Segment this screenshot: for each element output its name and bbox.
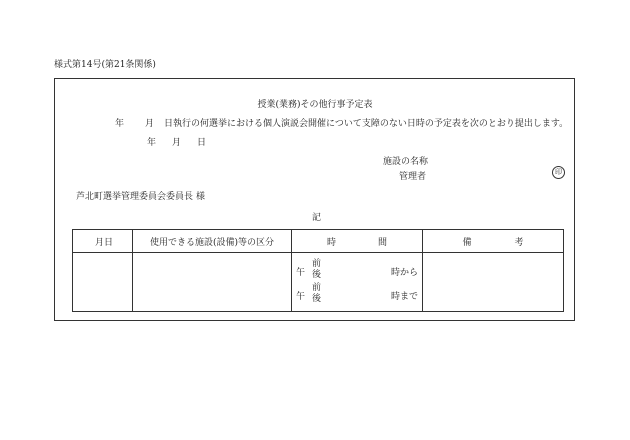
header-day: 日 [104, 237, 114, 248]
facility-name-label: 施設の名称 [383, 157, 429, 167]
body-text: 日執行の何選挙における個人演説会開催について支障のない日時の予定表を次のとおり提出します。 [164, 119, 569, 129]
table-header-row [73, 230, 564, 253]
facility-cell[interactable] [133, 253, 292, 312]
header-facility: 使用できる施設(設備)等の区分 [133, 230, 292, 253]
header-remarks-1: 備 [462, 237, 472, 248]
date-day-label: 日 [197, 138, 207, 148]
time-to-line [296, 283, 418, 305]
time-from-line [296, 259, 418, 281]
pm-label: 後 [312, 294, 322, 304]
header-remarks [423, 230, 564, 253]
ampm-choice [312, 259, 321, 281]
am-label: 前 [312, 283, 322, 293]
body-month-label: 月 [145, 119, 155, 129]
header-time [292, 230, 423, 253]
time-to-suffix: 時まで [390, 292, 418, 302]
date-month-label: 月 [172, 138, 182, 148]
time-cell[interactable] [292, 253, 423, 312]
header-time-1: 時 [326, 237, 336, 248]
addressee: 芦北町選挙管理委員会委員長 [76, 192, 194, 202]
ki-heading: 記 [312, 213, 322, 223]
header-time-2: 間 [377, 237, 387, 248]
date-year-label: 年 [147, 138, 157, 148]
ampm-choice [312, 283, 321, 305]
date-cell[interactable] [73, 253, 133, 312]
header-date [73, 230, 133, 253]
header-remarks-2: 考 [514, 237, 524, 248]
honorific: 様 [196, 192, 206, 202]
noon-label: 午 [296, 268, 306, 278]
time-from-suffix: 時から [390, 268, 418, 278]
page-title: 授業(業務)その他行事予定表 [257, 100, 373, 110]
manager-label: 管理者 [399, 172, 427, 182]
form-reference: 様式第14号(第21条関係) [54, 60, 156, 70]
pm-label: 後 [312, 270, 322, 280]
am-label: 前 [312, 259, 322, 269]
body-year-label: 年 [115, 119, 125, 129]
schedule-table [72, 229, 564, 312]
table-row [73, 253, 564, 312]
header-month: 月 [95, 237, 105, 248]
seal-icon: 印 [552, 166, 565, 179]
noon-label: 午 [296, 292, 306, 302]
remarks-cell[interactable] [423, 253, 564, 312]
